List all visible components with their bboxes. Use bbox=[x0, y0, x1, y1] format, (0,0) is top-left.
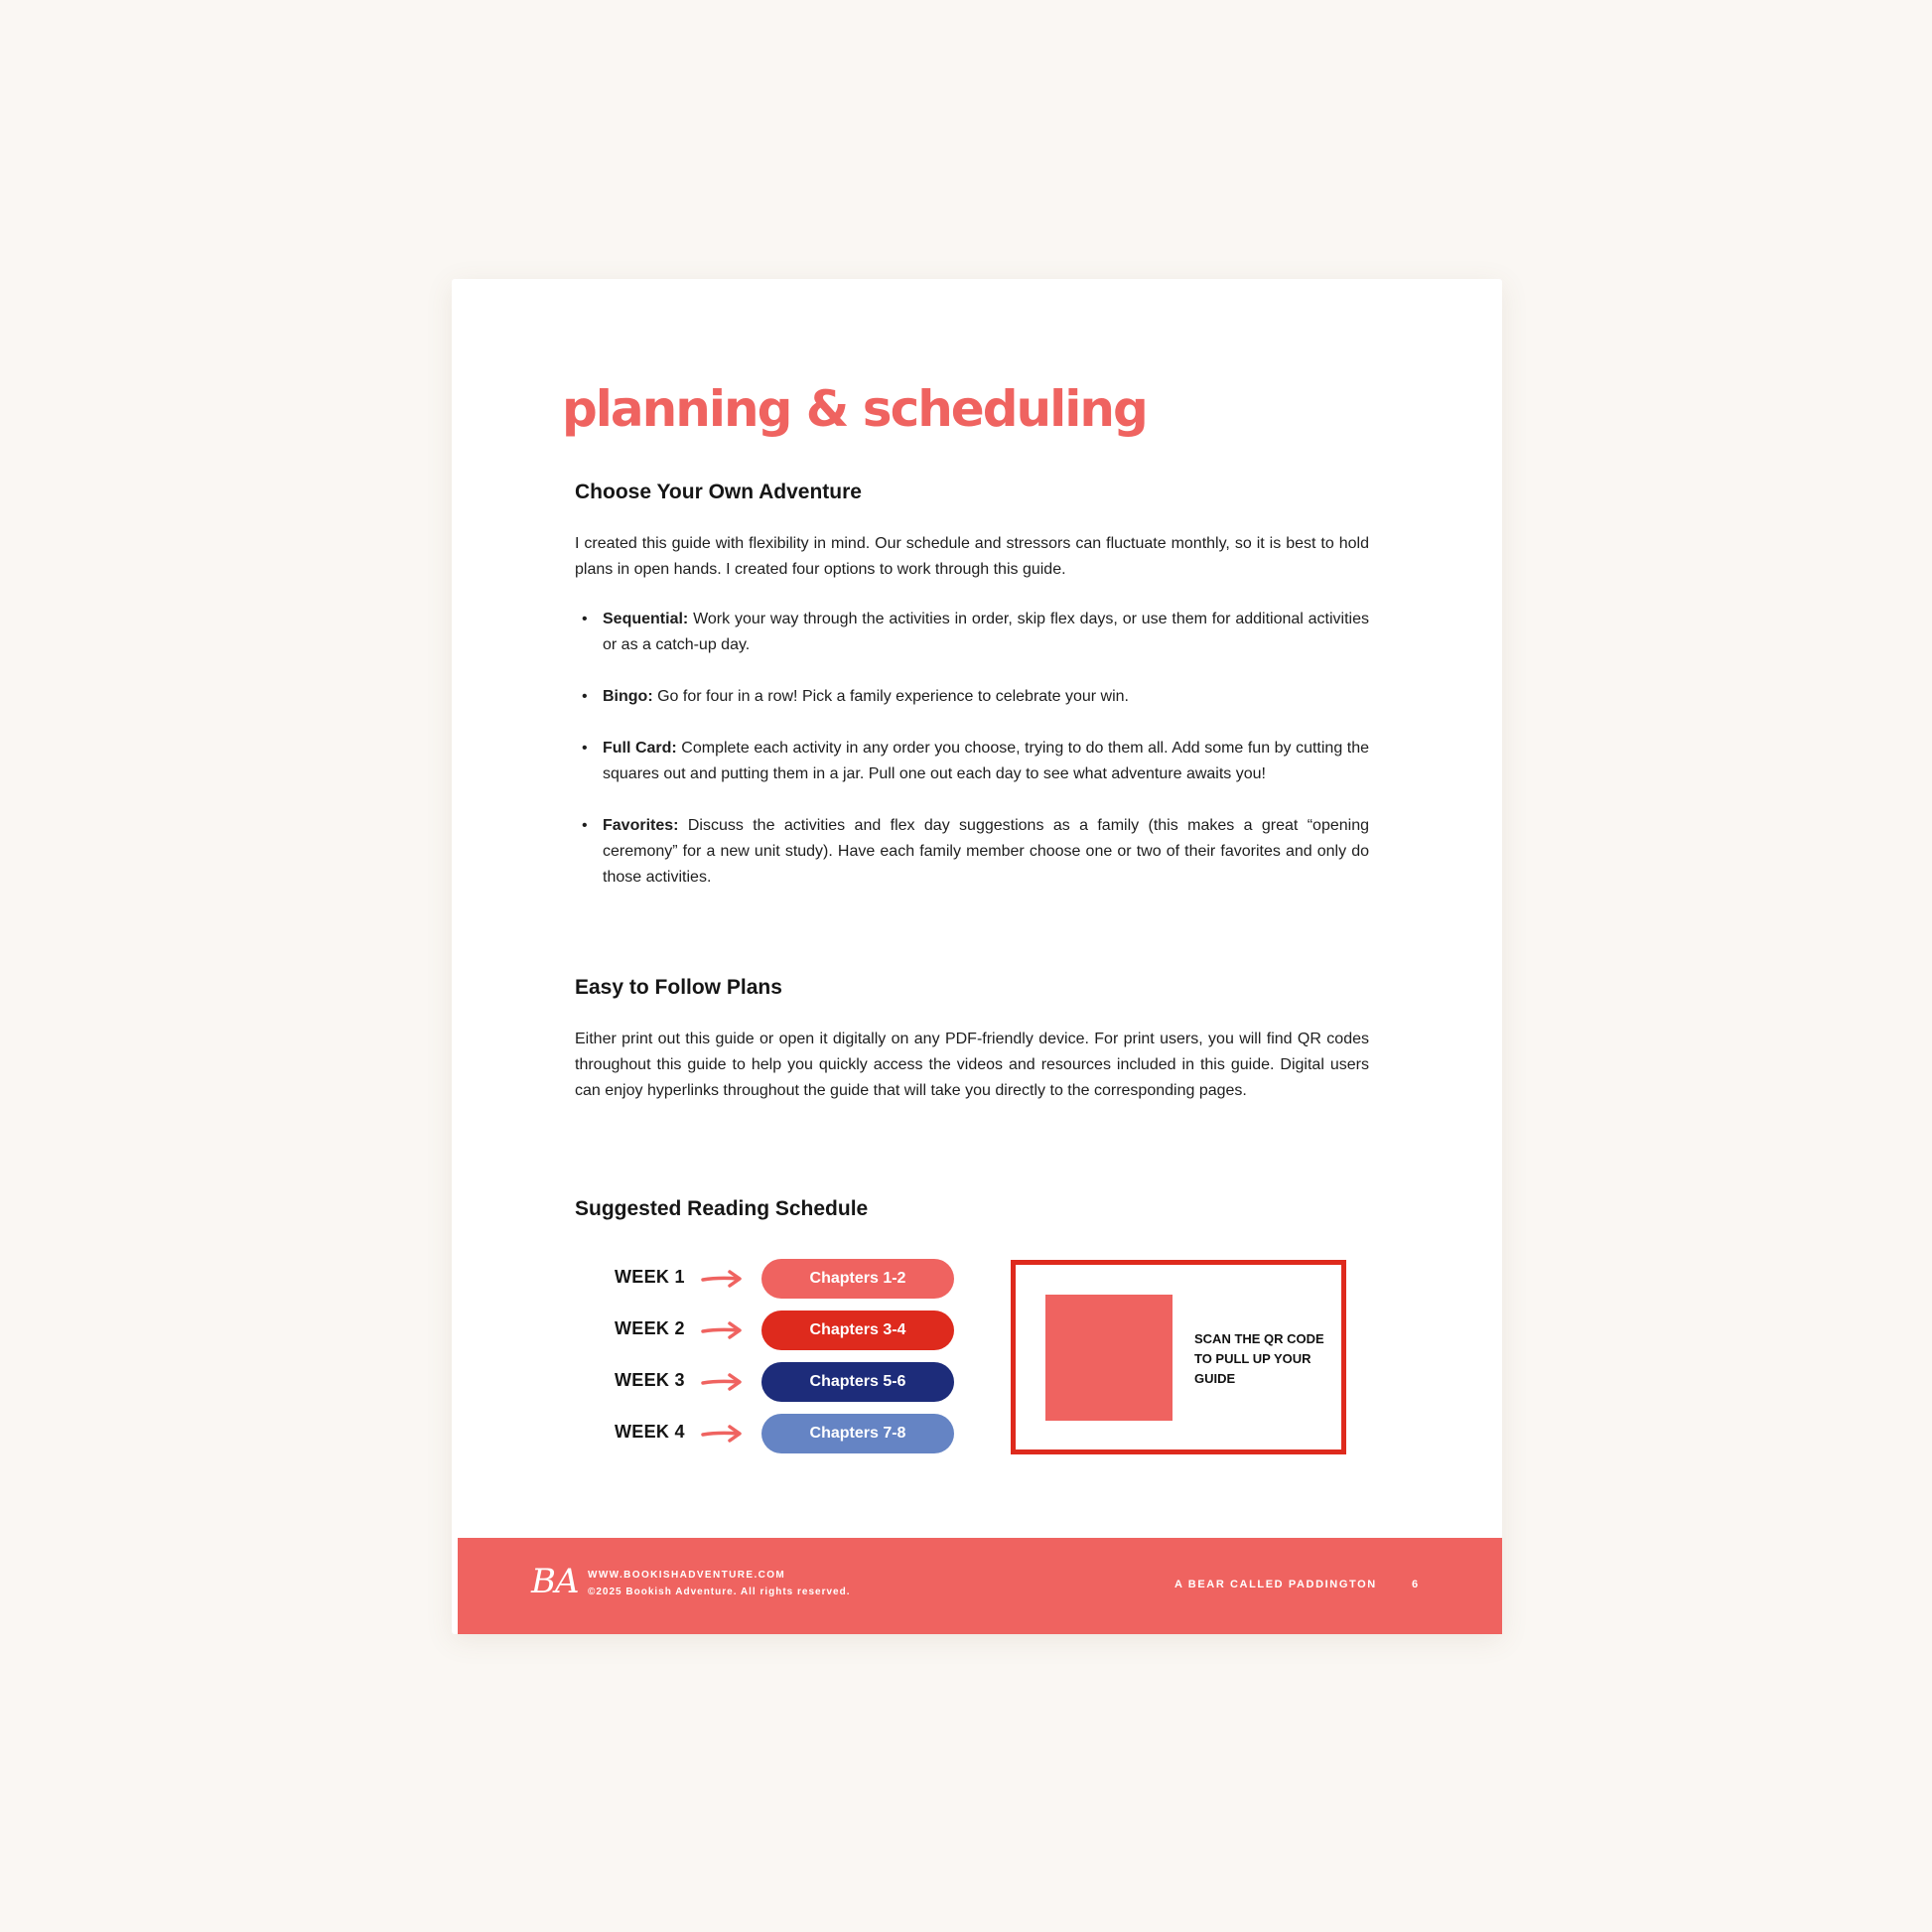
option-label: Full Card: bbox=[603, 740, 677, 757]
footer-copyright: ©2025 Bookish Adventure. All rights reserved. bbox=[588, 1587, 851, 1597]
qr-instruction: SCAN THE QR CODE TO PULL UP YOUR GUIDE bbox=[1194, 1331, 1324, 1386]
arrow-right-icon bbox=[701, 1425, 743, 1443]
options-list bbox=[575, 607, 1369, 916]
page-footer bbox=[458, 1538, 1502, 1634]
footer-website-link[interactable]: WWW.BOOKISHADVENTURE.COM bbox=[588, 1570, 786, 1581]
option-label: Favorites: bbox=[603, 817, 679, 834]
qr-code[interactable] bbox=[1045, 1295, 1173, 1421]
option-label: Bingo: bbox=[603, 688, 653, 705]
chapter-pill: Chapters 1-2 bbox=[761, 1259, 954, 1299]
option-text: Complete each activity in any order you choose, trying to do them all. Add some fun by cutting the squares out and putting them in a jar. Pull one out each day to see what adventure awaits you! bbox=[603, 740, 1369, 782]
arrow-right-icon bbox=[701, 1270, 743, 1288]
week-label: WEEK 1 bbox=[615, 1267, 685, 1287]
list-item bbox=[575, 736, 1369, 787]
week-label: WEEK 4 bbox=[615, 1422, 685, 1442]
arrow-right-icon bbox=[701, 1373, 743, 1391]
section-heading-reading-schedule: Suggested Reading Schedule bbox=[575, 1197, 869, 1220]
document-page bbox=[452, 279, 1502, 1634]
bullet-icon: • bbox=[582, 688, 588, 705]
intro-paragraph: I created this guide with flexibility in mind. Our schedule and stressors can fluctuate monthly, so it is best to hold plans in open hands. I created four options to work through this guide. bbox=[575, 535, 1369, 578]
option-text: Work your way through the activities in order, skip flex days, or use them for additional activities or as a catch-up day. bbox=[603, 611, 1369, 653]
bullet-icon: • bbox=[582, 817, 588, 834]
arrow-right-icon bbox=[701, 1321, 743, 1339]
chapter-pill: Chapters 7-8 bbox=[761, 1414, 954, 1453]
footer-book-title: A BEAR CALLED PADDINGTON bbox=[1174, 1579, 1377, 1590]
option-text: Go for four in a row! Pick a family experience to celebrate your win. bbox=[652, 688, 1129, 705]
week-label: WEEK 3 bbox=[615, 1370, 685, 1390]
page-number: 6 bbox=[1412, 1579, 1419, 1590]
chapter-pill: Chapters 5-6 bbox=[761, 1362, 954, 1402]
bullet-icon: • bbox=[582, 611, 588, 627]
week-label: WEEK 2 bbox=[615, 1318, 685, 1338]
page-title: planning & scheduling bbox=[562, 380, 1147, 438]
list-item bbox=[575, 684, 1369, 710]
list-item bbox=[575, 813, 1369, 891]
plans-paragraph: Either print out this guide or open it digitally on any PDF-friendly device. For print users, you will find QR codes throughout this guide to help you quickly access the videos and resources included in this guide. Digital users can enjoy hyperlinks throughout the guide that will take you directly to the corresponding pages. bbox=[575, 1031, 1369, 1099]
option-text: Discuss the activities and flex day suggestions as a family (this makes a great “opening ceremony” for a new unit study). Have each family member choose one or two of their favorites and only do those activities. bbox=[603, 817, 1369, 886]
section-heading-choose-adventure: Choose Your Own Adventure bbox=[575, 481, 862, 503]
qr-callout bbox=[1011, 1260, 1346, 1454]
chapter-pill: Chapters 3-4 bbox=[761, 1311, 954, 1350]
bullet-icon: • bbox=[582, 740, 588, 757]
section-heading-easy-plans: Easy to Follow Plans bbox=[575, 976, 782, 999]
brand-logo: BA bbox=[531, 1562, 579, 1601]
option-label: Sequential: bbox=[603, 611, 689, 627]
list-item bbox=[575, 607, 1369, 658]
